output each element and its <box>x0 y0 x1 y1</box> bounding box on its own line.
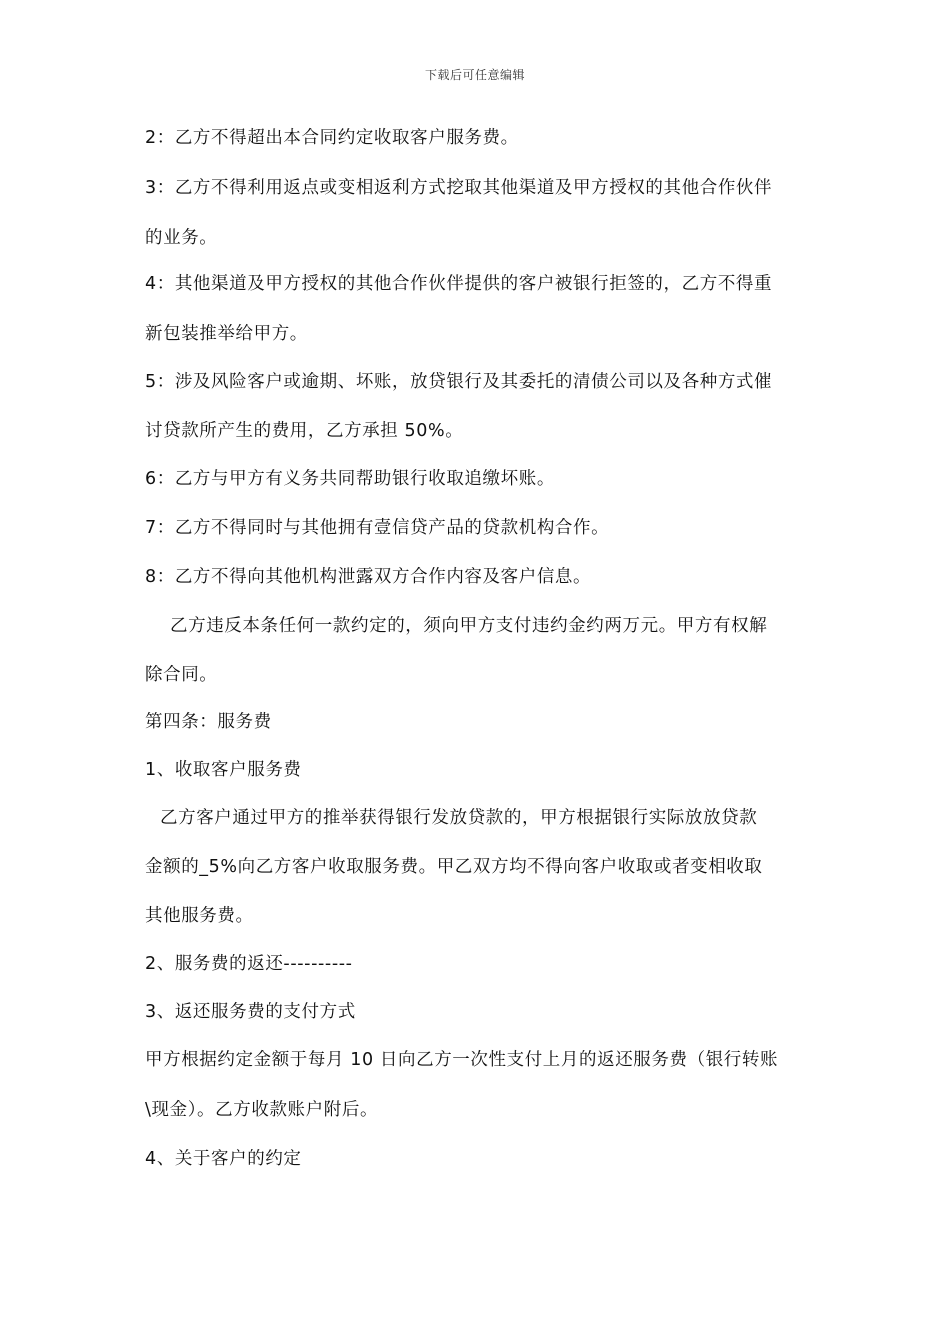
clause-5-line-1: 5：涉及风险客户或逾期、坏账，放贷银行及其委托的清债公司以及各种方式催 <box>145 372 773 392</box>
clause-5-line-2: 讨贷款所产生的费用，乙方承担 50%。 <box>145 421 464 441</box>
page-header: 下载后可任意编辑 <box>424 68 525 82</box>
clause-4-line-2: 新包装推举给甲方。 <box>145 324 308 344</box>
fee-paragraph-line-2: 金额的_5%向乙方客户收取服务费。甲乙双方均不得向客户收取或者变相收取 <box>145 857 763 877</box>
article-4-heading: 第四条：服务费 <box>145 712 272 732</box>
clause-3-line-1: 3：乙方不得利用返点或变相返利方式挖取其他渠道及甲方授权的其他合作伙伴 <box>145 178 773 198</box>
clause-7: 7：乙方不得同时与其他拥有壹信贷产品的贷款机构合作。 <box>145 518 610 538</box>
clause-3-line-2: 的业务。 <box>145 228 218 248</box>
clause-4-line-1: 4：其他渠道及甲方授权的其他合作伙伴提供的客户被银行拒签的，乙方不得重 <box>145 274 773 294</box>
fee-paragraph-line-3: 其他服务费。 <box>145 906 254 926</box>
penalty-paragraph-line-1: 乙方违反本条任何一款约定的，须向甲方支付违约金约两万元。甲方有权解 <box>170 616 768 636</box>
payment-paragraph-line-1: 甲方根据约定金额于每月 10 日向乙方一次性支付上月的返还服务费（银行转账 <box>145 1050 779 1070</box>
clause-8: 8：乙方不得向其他机构泄露双方合作内容及客户信息。 <box>145 567 592 587</box>
section-4-heading: 4、关于客户的约定 <box>145 1149 302 1169</box>
penalty-paragraph-line-2: 除合同。 <box>145 665 218 685</box>
clause-6: 6：乙方与甲方有义务共同帮助银行收取追缴坏账。 <box>145 469 555 489</box>
section-2-heading: 2、服务费的返还---------- <box>145 954 353 974</box>
payment-paragraph-line-2: \现金）。乙方收款账户附后。 <box>145 1100 379 1120</box>
fee-paragraph-line-1: 乙方客户通过甲方的推举获得银行发放贷款的，甲方根据银行实际放放贷款 <box>160 808 758 828</box>
clause-2: 2：乙方不得超出本合同约定收取客户服务费。 <box>145 128 519 148</box>
section-1-heading: 1、收取客户服务费 <box>145 760 302 780</box>
section-3-heading: 3、返还服务费的支付方式 <box>145 1002 356 1022</box>
